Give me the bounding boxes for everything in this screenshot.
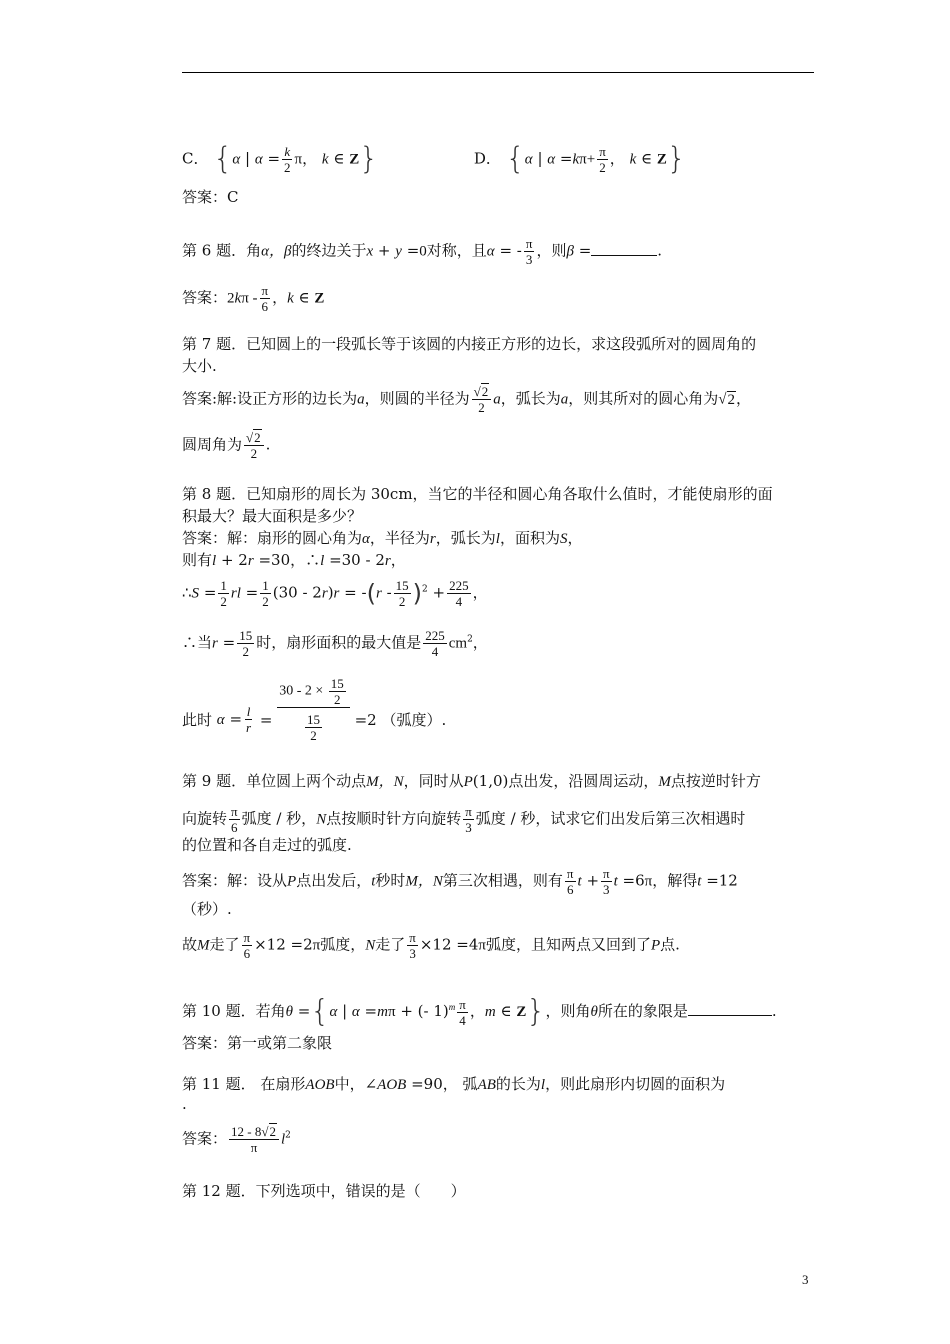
q5-options: C． {α | α = $\frac{k}{2}$ π， k ∈ Z} D． {α | α =kπ+ $\frac{\pi}{2}$ ， k ∈ Z} [182, 141, 686, 177]
q8-answer-line3: ∴S = $\frac{1}{2}$ rl = $\frac{1}{2}$ (30 - 2r)r = -(r - $\frac{15}{2}$ )$^2$ + $\frac{225}{4}$ ， [182, 578, 488, 609]
q6-answer: 答案：2kπ - $\frac{\pi}{6}$ ，k ∈ Z [182, 283, 325, 314]
q8-answer-line1: 答案：解：扇形的圆心角为α，半径为r，弧长为l，面积为S， [182, 529, 583, 547]
q8-line2: 积最大？最大面积是多少？ [182, 507, 363, 525]
q5-answer: 答案：C [182, 188, 239, 206]
q11-answer: 答案： $\frac{12 - 8√2}{\pi}$ $l^2$ [182, 1124, 291, 1155]
q10-answer: 答案：第一或第二象限 [182, 1034, 333, 1052]
q8-answer-line5: 此时 α = $\frac{l}{r}$ = 30 - 2 × $\frac{15}{2}$ $\frac{15}{2}$ =2 （弧度）. [182, 676, 447, 743]
q7-line2: 大小. [182, 357, 217, 375]
question-6: 第 6 题．角α，β的终边关于x + y =0对称，且α = - $\frac{\pi}{3}$ ，则β = . [182, 236, 663, 267]
page-number: 3 [802, 1272, 809, 1287]
option-d-label: D． [473, 149, 501, 168]
q8-line1: 第 8 题．已知扇形的周长为 30cm，当它的半径和圆心角各取什么值时，才能使扇形的面 [182, 485, 773, 503]
q9-line3: 的位置和各自走过的弧度. [182, 836, 352, 854]
header-rule [182, 72, 814, 73]
q8-answer-line2: 则有l + 2r =30，∴l =30 - 2r， [182, 551, 406, 569]
q9-answer-line3: 故M走了 $\frac{\pi}{6}$ ×12 =2π弧度，N走了 $\frac{\pi}{3}$ ×12 =4π弧度，且知两点又回到了P点. [182, 930, 680, 961]
q9-answer-line1: 答案：解：设从P点出发后，t秒时M，N第三次相遇，则有 $\frac{\pi}{6}$ t + $\frac{\pi}{3}$ t =6π，解得t =12 [182, 866, 738, 897]
question-11: 第 11 题． 在扇形AOB中，∠AOB =90， 弧AB的长为l，则此扇形内切圆的面积为 [182, 1075, 726, 1093]
q7-line1: 第 7 题．已知圆上的一段弧长等于该圆的内接正方形的边长，求这段弧所对的圆周角的 [182, 335, 757, 353]
q8-answer-line4: ∴当r = $\frac{15}{2}$ 时，扇形面积的最大值是 $\frac{225}{4}$ $cm^2$， [182, 628, 488, 659]
q11-dot: . [182, 1095, 187, 1113]
question-10: 第 10 题．若角θ ={α | α =mπ + (- 1)$^m$ $\frac{\pi}{4}$ ，m ∈ Z}，则角θ所在的象限是 . [182, 994, 777, 1029]
q9-answer-line2: （秒）. [182, 900, 232, 918]
q7-answer-line1: 答案:解:设正方形的边长为a，则圆的半径为 $\frac{√2}{2}$ a，弧长为a，则其所对的圆心角为√2， [182, 384, 752, 415]
question-12: 第 12 题．下列选项中，错误的是（ ） [182, 1182, 466, 1200]
q9-line1: 第 9 题．单位圆上两个动点M，N，同时从P(1,0)点出发，沿圆周运动，M点按逆时针方 [182, 772, 761, 790]
q7-answer-line2: 圆周角为 $\frac{√2}{2}$ . [182, 430, 271, 461]
option-c-label: C． [182, 149, 209, 168]
q9-line2: 向旋转 $\frac{\pi}{6}$ 弧度 / 秒，N点按顺时针方向旋转 $\frac{\pi}{3}$ 弧度 / 秒，试求它们出发后第三次相遇时 [182, 804, 746, 835]
